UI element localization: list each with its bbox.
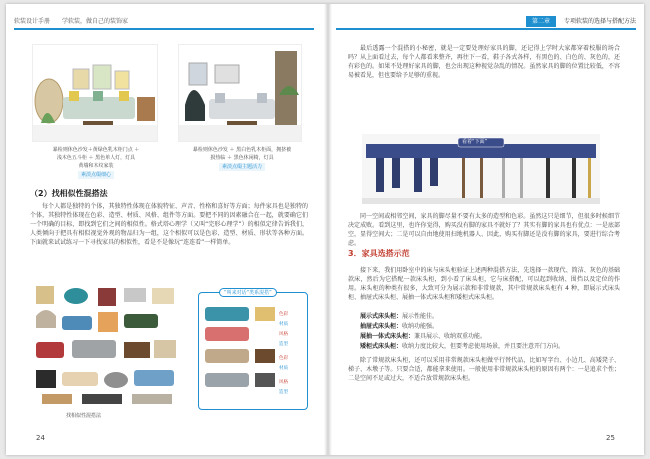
caption-tag: 素淡点缀细心 [78, 171, 114, 179]
caption-line: 浅木色五斗柜 ＋ 黑色单人灯，灯具 [56, 155, 136, 161]
list-item-label: 展示式床头柜： [360, 313, 403, 320]
caption-line: 暴检则休色沙发＋黄绿色乳木柜门点 ＋ [52, 147, 140, 153]
furniture-collage [32, 282, 182, 408]
list-item-label: 矮柜式床头柜： [360, 343, 403, 350]
right-section-heading: 3．家具选搭示范 [348, 249, 410, 258]
caption-line: 黄墙和木纹家装 [78, 163, 114, 169]
figure-tag: 造型 [279, 390, 288, 395]
right-paragraph-2: 同一空间或相邻空间，家具的脚尽量不要有太多的造型和色彩。虽然这只是细节，但很多时候细节决定成败。看到这里，也许你觉得，购买没有脚的家具不就好了？其实有脚的家具也有优点：一是底部空，显得空间大；二是可以自由地使用扫地机器人、因此，购买有脚还是没有脚的家具，要进行综合考虑。 [348, 213, 620, 247]
right-paragraph-1: 最后透露一个混搭的小秘密，就是一定要处理好家具的脚，还记得上学时大家都穿着校服的场合吗？从上面看过去，每个人都看来整齐，再往下一看，鞋子各式各样，有黑色的、白色的、灰色的，还有彩色的。如果不处理好家具的脚，也会出现这种视觉杂乱的情况。虽然家具的脚的位置比较低，不容易被看见，但也要给予足够的重视。 [348, 45, 620, 79]
right-photo-caption [172, 146, 312, 171]
right-paragraph-4: 除了常规款床头柜，还可以采用非常规款床头柜做平行替代品，比如写字台、小边几、高矮凳子、梯子、木墩子等。只要合适，都能拿来使用。一般使用非常规款床头柜的原因有两个：一是追求个性；二是空间不足或过大，不适合放常规款床头柜。 [348, 357, 620, 382]
left-body-paragraph: 每个人都是独特的个体，其独特性体现在体貌特征、声音、性格和喜好等方面；每件家具也是独特的个体，其独特性体现在色彩、造型、材质、风格、组件等方面。要把不同的因素融合在一起，就要确它们一个明确的目标，即找到它们之间的相似性。格式塔心理学（又叫“完形心理学”）的相似定律告诉我们，人类倾向于把具有相似视觉外观的物品归为一组，这个相似可以是色彩、造型、材质、形状等各种方面。下面就来试试练习一下寻找家具的相似性，看是不是像玩“连连看”一样简单。 [30, 203, 308, 246]
furniture-legs-photo [362, 134, 600, 204]
list-item-label: 抽屉式床头柜： [360, 323, 403, 330]
list-item-text: 收纳功能强。 [402, 323, 439, 330]
figure-tag: 材质 [279, 366, 288, 371]
right-page-number: 25 [606, 434, 615, 442]
list-item [348, 332, 620, 342]
list-item-text: 兼具展示、收纳双重功能。 [414, 333, 487, 340]
right-running-header [336, 14, 636, 30]
left-header-subtitle: 学软装，做自己的装饰家 [61, 18, 128, 25]
book-title: 软装设计手册 [14, 18, 51, 25]
left-section-heading: （2）找相似性混搭法 [30, 189, 108, 198]
left-photo-caption [26, 146, 166, 179]
caption-line: 暴检则休色沙发 ＋ 黑白色乳木柜面，拥挤被 [192, 147, 292, 153]
right-paragraph-3: 接下来，我们用卧室中的床与床头柜验证上述两种混搭方法，先选择一款现代、简洁、灰色的基础款床，然后为它搭配一款床头柜，到小看了床头柜，它与床搭配，可以起到收纳、围挡以及定位的作用。床头柜的种类有很多，大致可分为展示款和非常规款，其中常规款床头柜有 4 种，即展示式床头柜、抽屉式床头柜、展抽一体式床头柜和矮柜式床头柜。 [348, 267, 620, 301]
list-item [348, 312, 620, 322]
chapter-title: 专项软装的选择与搭配方法 [563, 18, 636, 25]
book-spread [6, 4, 644, 455]
book-gutter [324, 4, 332, 455]
figure-tag: 材质 [279, 322, 288, 327]
living-room-photo-right [178, 44, 302, 142]
list-item-label: 展抽一体式床头柜： [360, 333, 415, 340]
legs-photo-label: 看着“下面” [462, 139, 488, 145]
mix-box-title: “叫来对话“类系混搭” [219, 288, 277, 297]
nightstand-list [348, 312, 620, 352]
figure-tag: 风格 [279, 332, 288, 337]
similarity-mix-box [198, 292, 308, 410]
list-item-text: 收纳力度比较大，但要考虑使用场景，并且要注意开门方向。 [402, 343, 565, 350]
figure-tag: 色彩 [279, 312, 288, 317]
chapter-tag: 第二章 [526, 16, 556, 27]
caption-tag: 素淡点缀主题活力 [219, 163, 265, 171]
caption-line: 损热临 ＋ 黑色休闲椅，灯具 [210, 155, 274, 161]
living-room-photo-left [32, 44, 158, 142]
figure-tag: 色彩 [279, 356, 288, 361]
list-item-text: 展示性能佳。 [402, 313, 439, 320]
list-item [348, 322, 620, 332]
left-running-header [14, 14, 314, 30]
figure-tag: 造型 [279, 342, 288, 347]
list-item [348, 342, 620, 352]
figure-caption: 找相似性混搭法 [66, 413, 102, 419]
left-page-number: 24 [36, 434, 45, 442]
figure-tag: 风格 [279, 380, 288, 385]
